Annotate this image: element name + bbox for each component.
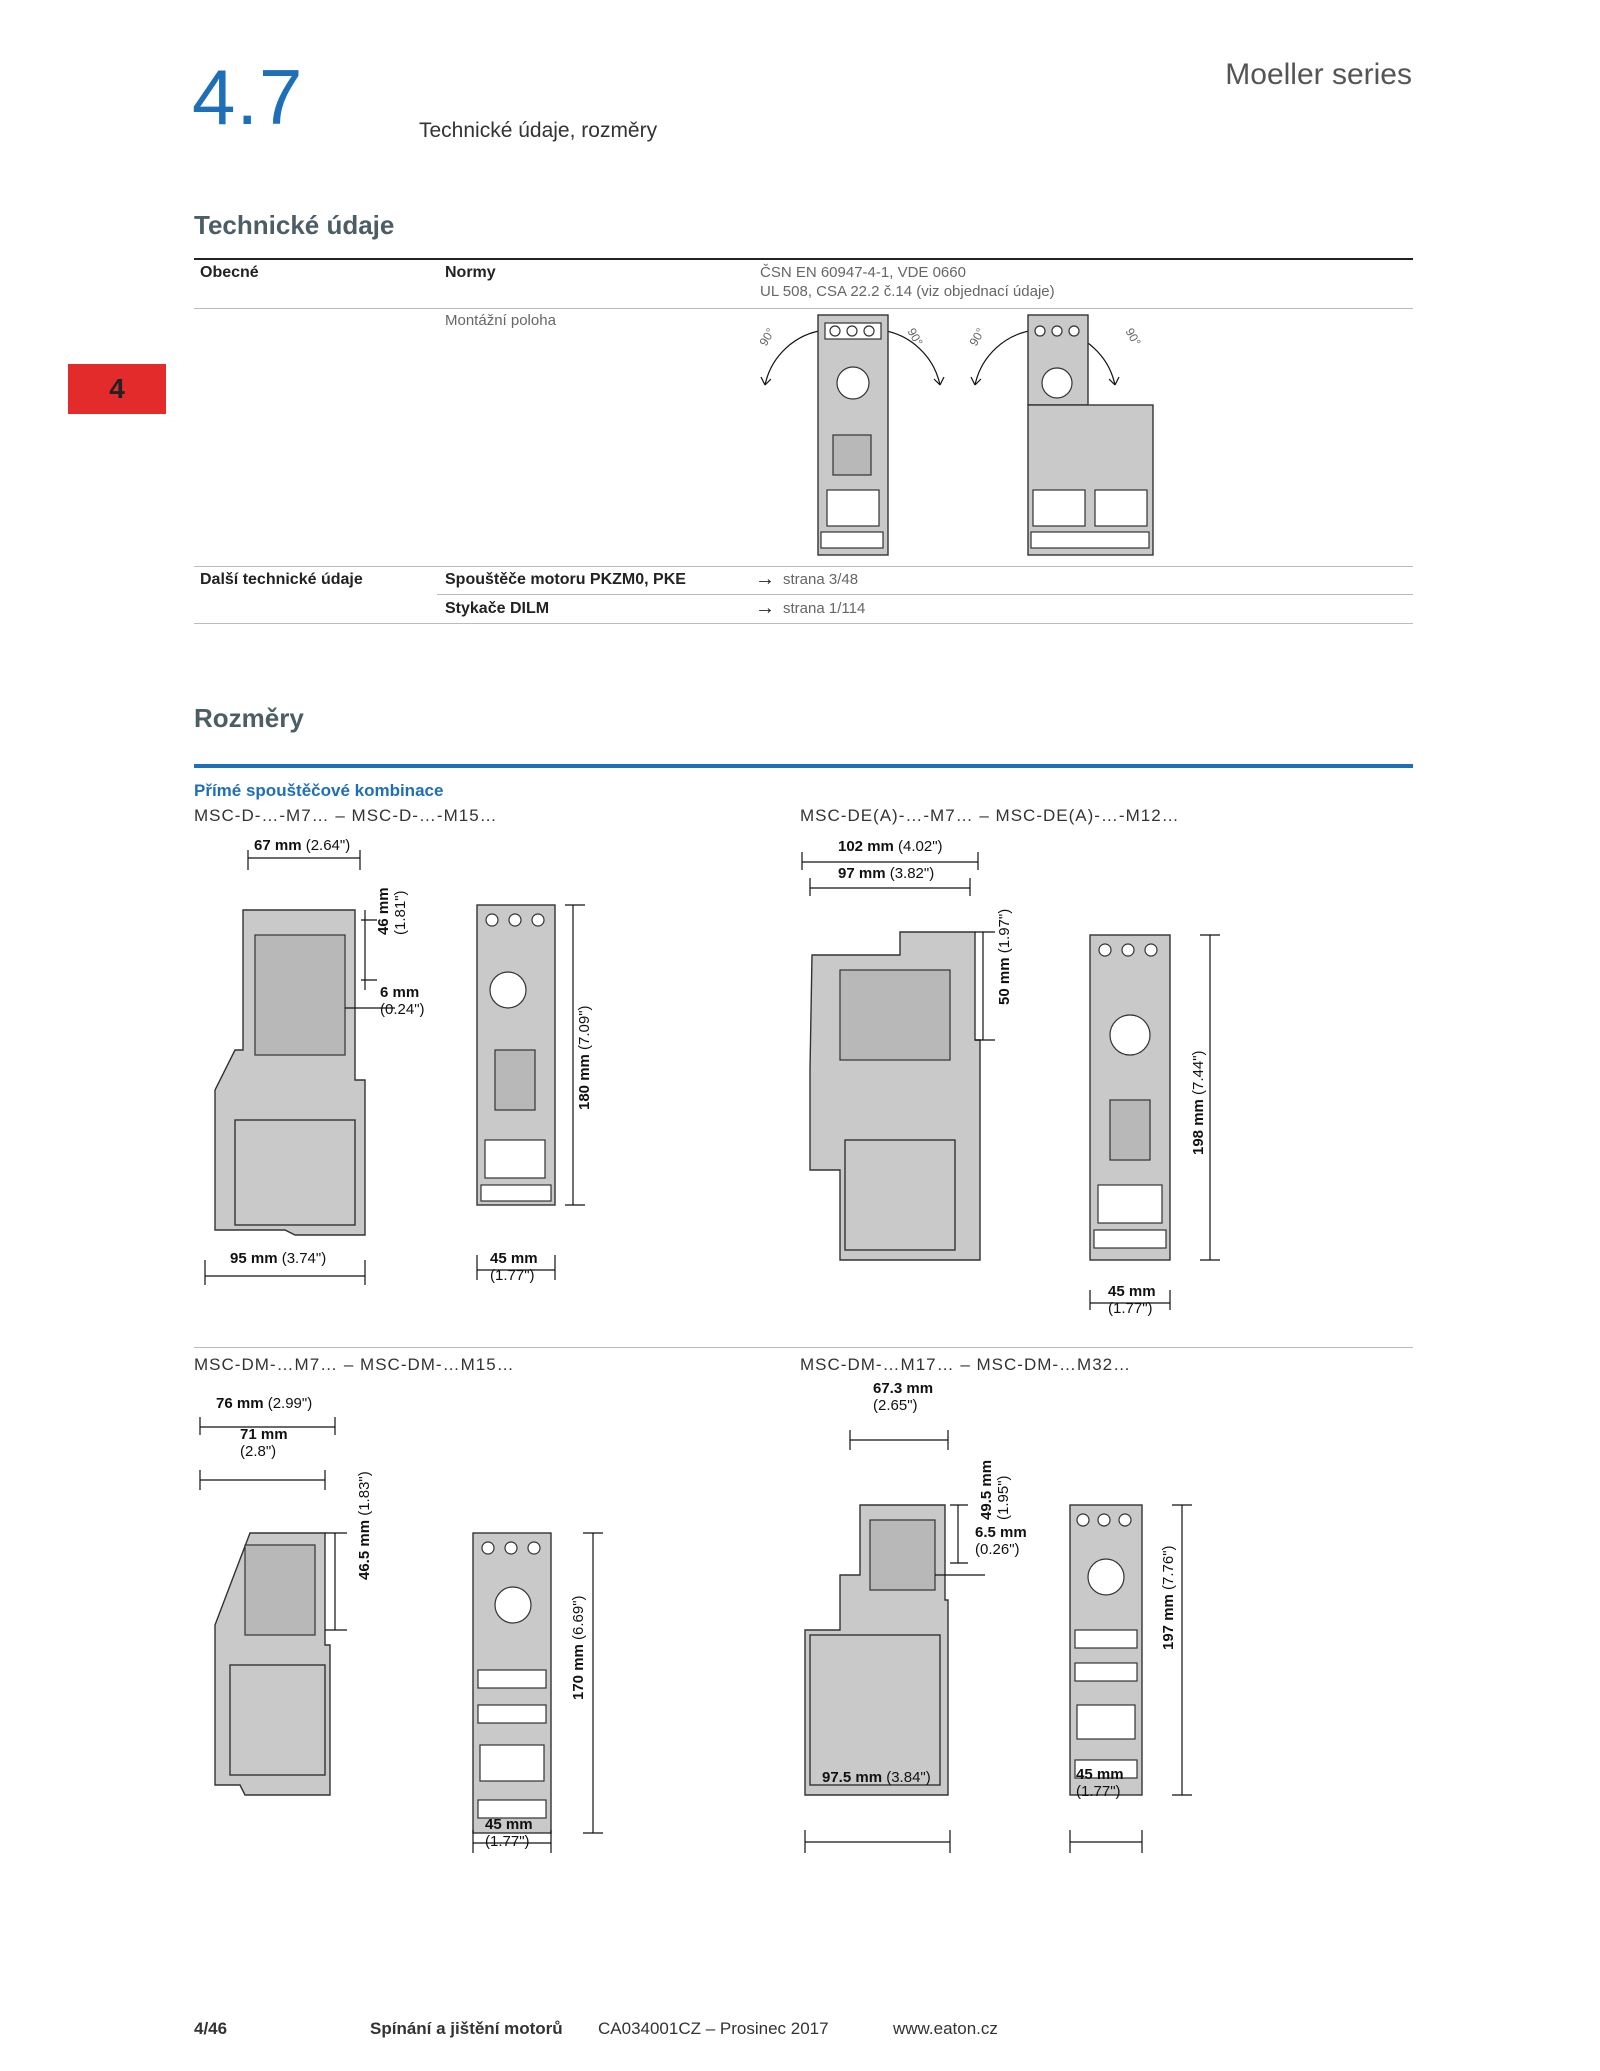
model-range: MSC-DM-…M17… – MSC-DM-…M32… — [800, 1355, 1132, 1374]
side-view — [200, 1417, 347, 1795]
tech-section-title: Technické údaje — [194, 210, 395, 240]
divider-blue — [194, 764, 1413, 768]
dim-front-width: 45 mm (1.77") — [485, 1816, 533, 1850]
ref2-page-link[interactable]: strana 1/114 — [783, 600, 866, 617]
norms-label: Normy — [445, 264, 496, 281]
mounting-label: Montážní poloha — [445, 312, 556, 329]
dim-width-body: 97 mm (3.82") — [838, 865, 935, 882]
divider — [194, 623, 1413, 624]
divider — [194, 566, 1413, 567]
angle-label: 90° — [966, 325, 988, 349]
dim-front-width: 45 mm (1.77") — [1076, 1766, 1124, 1800]
dim-front-width: 45 mm (1.77") — [1108, 1283, 1156, 1317]
mounting-device-2 — [971, 315, 1153, 555]
more-tech-label: Další technické údaje — [200, 571, 363, 588]
dim-width-top: 67 mm (2.64") — [254, 837, 351, 854]
dimension-drawing-3 — [195, 1405, 615, 1885]
angle-label: 90° — [904, 325, 926, 349]
side-view — [205, 850, 395, 1285]
arrow-icon: → — [755, 568, 775, 590]
model-range: MSC-D-…-M7… – MSC-D-…-M15… — [194, 806, 498, 825]
model-range: MSC-DM-…M7… – MSC-DM-…M15… — [194, 1355, 515, 1374]
model-range: MSC-DE(A)-…-M7… – MSC-DE(A)-…-M12… — [800, 806, 1180, 825]
footer-catalog: CA034001CZ – Prosinec 2017 — [598, 2019, 829, 2038]
side-view — [805, 1430, 985, 1853]
dim-width-top: 67.3 mm (2.65") — [873, 1380, 934, 1414]
general-label: Obecné — [200, 264, 259, 281]
mounting-device-1 — [761, 315, 944, 555]
arrow-icon: → — [755, 597, 775, 619]
ref1-page-link[interactable]: strana 3/48 — [783, 571, 859, 588]
angle-label: 90° — [756, 325, 778, 349]
norms-line2: UL 508, CSA 22.2 č.14 (viz objednací údaje) — [760, 283, 1055, 300]
series-label: Moeller series — [1225, 58, 1412, 91]
dim-total-height: 198 mm (7.44") — [1190, 1050, 1207, 1155]
dim-front-width: 45 mm (1.77") — [490, 1250, 538, 1284]
dim-width-bottom: 97.5 mm (3.84") — [822, 1769, 931, 1786]
dim-total-height: 170 mm (6.69") — [570, 1595, 587, 1700]
dim-offset: 6 mm (0.24") — [380, 984, 425, 1018]
dim-height-top: 49.5 mm (1.95") — [978, 1459, 1012, 1520]
dim-width-overall: 76 mm (2.99") — [216, 1395, 313, 1412]
dim-height-top: 46.5 mm (1.83") — [356, 1471, 373, 1580]
angle-label: 90° — [1122, 325, 1144, 349]
dim-width-bottom: 95 mm (3.74") — [230, 1250, 327, 1267]
page-number: 4/46 — [194, 2019, 228, 2038]
footer-url[interactable]: www.eaton.cz — [893, 2019, 998, 2038]
chapter-subtitle: Technické údaje, rozměry — [419, 119, 658, 142]
mounting-position-diagram — [755, 315, 1175, 565]
ref2-label: Stykače DILM — [445, 600, 550, 617]
dim-height-top: 50 mm (1.97") — [996, 908, 1013, 1005]
dimensions-subheading: Přímé spouštěčové kombinace — [194, 781, 444, 800]
norms-line1: ČSN EN 60947-4-1, VDE 0660 — [760, 264, 966, 281]
divider — [194, 258, 1413, 260]
dim-width-overall: 102 mm (4.02") — [838, 838, 943, 855]
divider — [194, 308, 1413, 309]
chapter-number: 4.7 — [192, 53, 304, 141]
divider — [194, 1347, 1413, 1348]
front-view — [477, 905, 585, 1280]
dim-total-height: 180 mm (7.09") — [576, 1005, 593, 1110]
ref1-label: Spouštěče motoru PKZM0, PKE — [445, 571, 686, 588]
chapter-tab[interactable]: 4 — [68, 364, 166, 414]
dimensions-section-title: Rozměry — [194, 703, 304, 733]
divider — [437, 594, 1413, 595]
dim-width-body: 71 mm (2.8") — [240, 1426, 288, 1460]
dim-offset: 6.5 mm (0.26") — [975, 1524, 1027, 1558]
footer-section: Spínání a jištění motorů — [370, 2019, 563, 2038]
dimension-drawing-2 — [800, 840, 1240, 1310]
side-view — [802, 852, 995, 1260]
dim-height-top: 46 mm (1.81") — [375, 887, 409, 935]
dim-total-height: 197 mm (7.76") — [1160, 1545, 1177, 1650]
